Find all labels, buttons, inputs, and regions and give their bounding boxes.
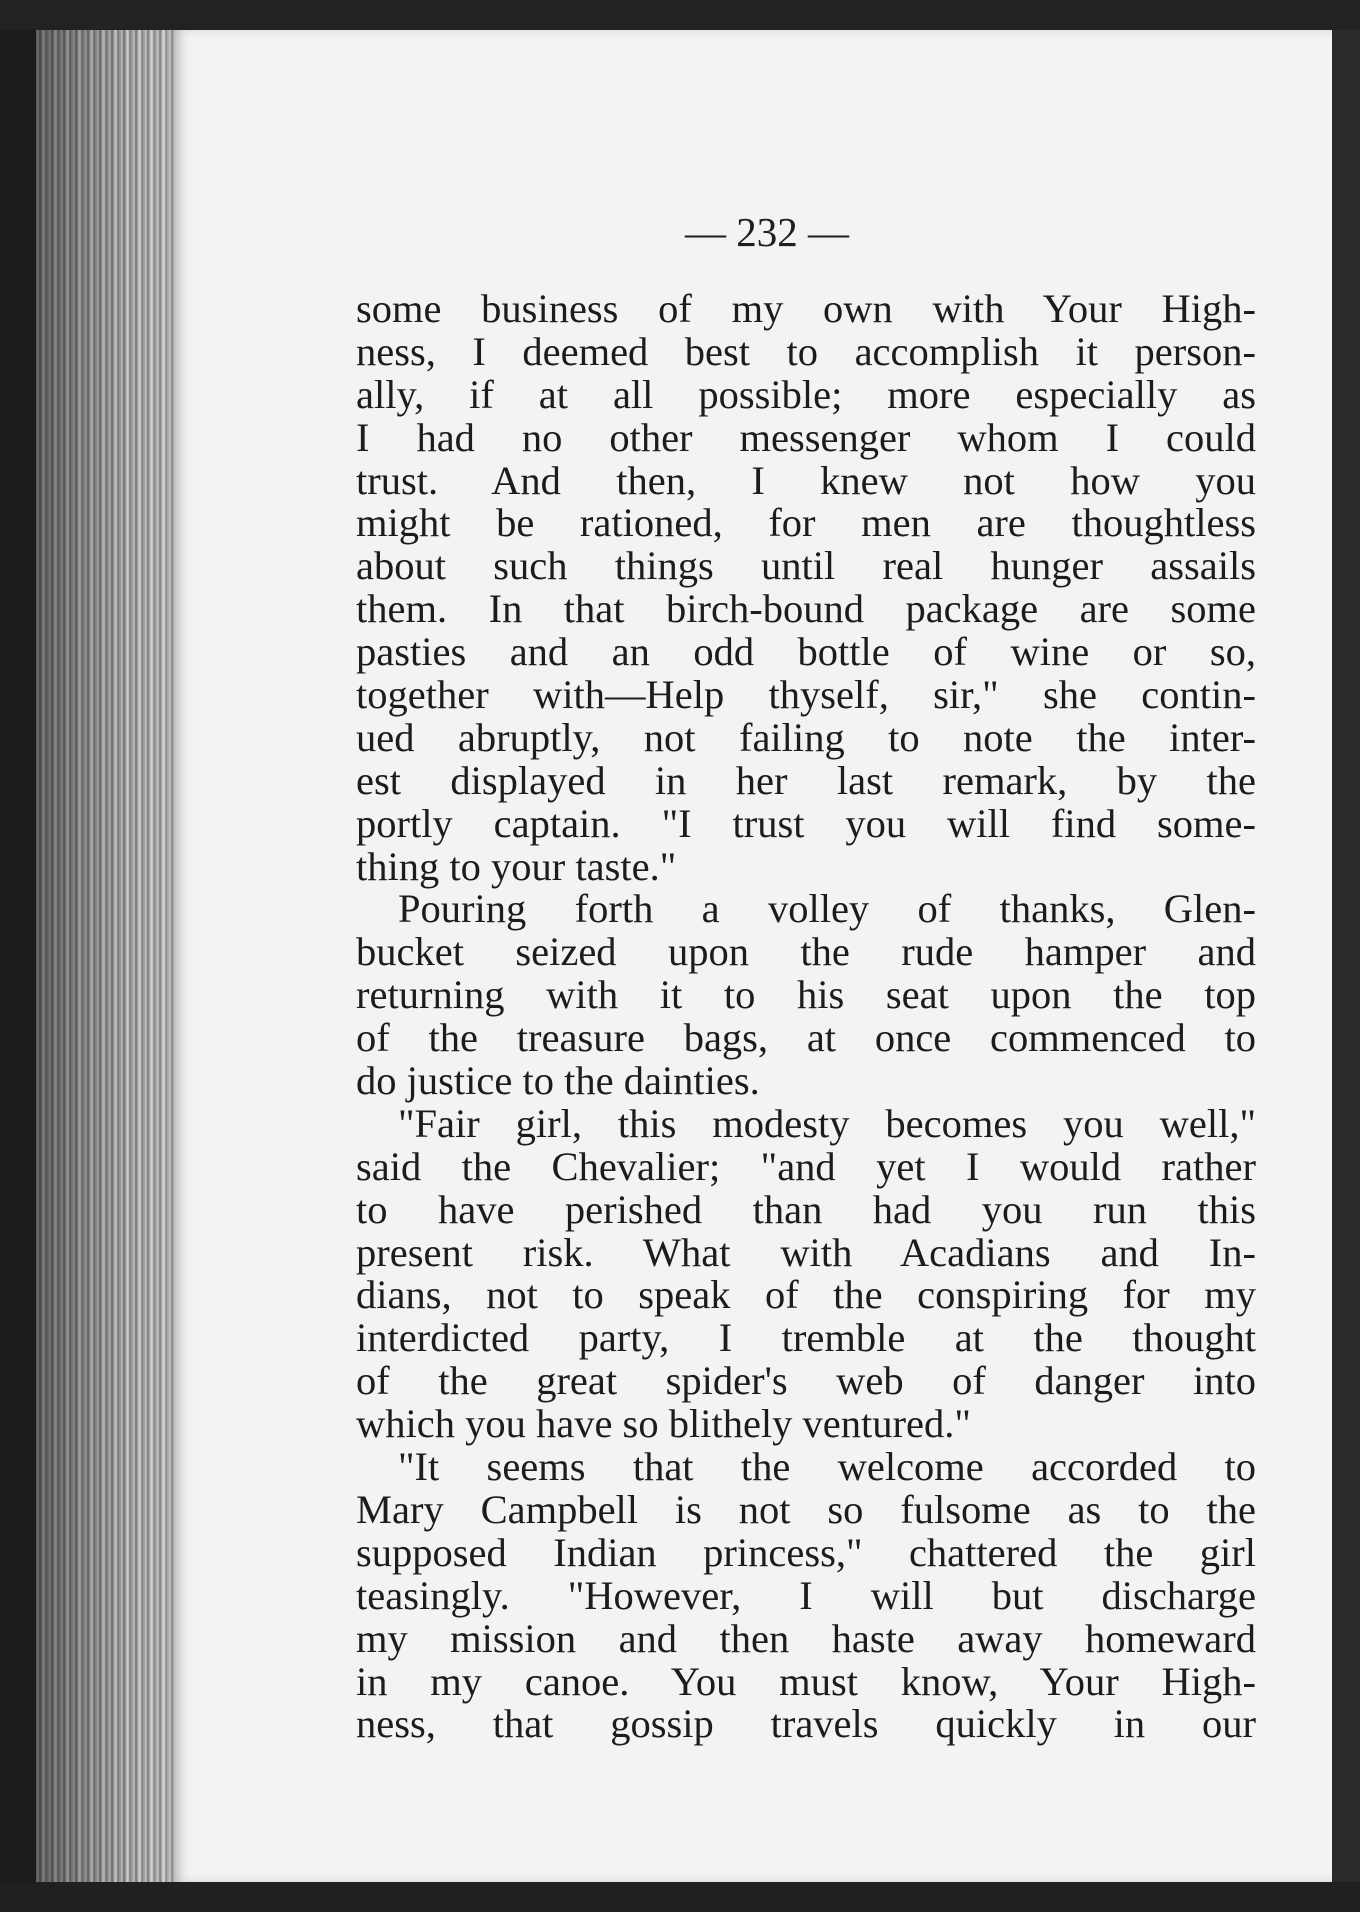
scan-border-bottom (0, 1882, 1360, 1912)
text-line: ness, I deemed best to accomplish it person- (356, 328, 1256, 374)
text-line: ued abruptly, not failing to note the inter- (356, 714, 1256, 760)
text-line: about such things until real hunger assails (356, 543, 1256, 589)
text-line: supposed Indian princess," chattered the girl (356, 1529, 1256, 1575)
text-line: est displayed in her last remark, by the (356, 757, 1256, 803)
body-text (356, 288, 1256, 1746)
text-line: bucket seized upon the rude hamper and (356, 929, 1256, 975)
text-line: returning with it to his seat upon the top (356, 972, 1256, 1018)
text-line: Pouring forth a volley of thanks, Glen- (398, 886, 1256, 932)
book-page-edges (36, 30, 182, 1882)
text-line: ally, if at all possible; more especially as (356, 371, 1256, 417)
text-line: said the Chevalier; "and yet I would rather (356, 1143, 1256, 1189)
text-line: of the treasure bags, at once commenced to (356, 1015, 1256, 1061)
text-line: I had no other messenger whom I could (356, 414, 1256, 460)
text-line: to have perished than had you run this (356, 1186, 1256, 1232)
text-line: might be rationed, for men are thoughtless (356, 500, 1256, 546)
text-line: present risk. What with Acadians and In- (356, 1229, 1256, 1275)
text-line: ness, that gossip travels quickly in our (356, 1701, 1256, 1747)
text-line: dians, not to speak of the conspiring for my (356, 1272, 1256, 1318)
text-line: my mission and then haste away homeward (356, 1615, 1256, 1661)
scan-border-top (0, 0, 1360, 30)
text-line: portly captain. "I trust you will find some- (356, 800, 1256, 846)
text-line: together with—Help thyself, sir," she contin- (356, 672, 1256, 718)
scan-border-right (1332, 30, 1360, 1882)
text-line: in my canoe. You must know, Your High- (356, 1658, 1256, 1704)
text-line: interdicted party, I tremble at the thought (356, 1315, 1256, 1361)
text-line: thing to your taste." (356, 843, 677, 889)
text-line: "It seems that the welcome accorded to (398, 1444, 1256, 1490)
text-line: do justice to the dainties. (356, 1058, 760, 1104)
text-line: them. In that birch-bound package are some (356, 586, 1256, 632)
text-line: which you have so blithely ventured." (356, 1401, 971, 1447)
text-line: teasingly. "However, I will but discharge (356, 1572, 1256, 1618)
text-line: Mary Campbell is not so fulsome as to the (356, 1486, 1256, 1532)
text-line: some business of my own with Your High- (356, 286, 1256, 331)
text-line: "Fair girl, this modesty becomes you well," (398, 1100, 1256, 1146)
page-number: — 232 — (685, 209, 849, 255)
text-line: pasties and an odd bottle of wine or so, (356, 629, 1256, 675)
text-line: of the great spider's web of danger into (356, 1358, 1256, 1404)
text-line: trust. And then, I knew not how you (356, 457, 1256, 503)
